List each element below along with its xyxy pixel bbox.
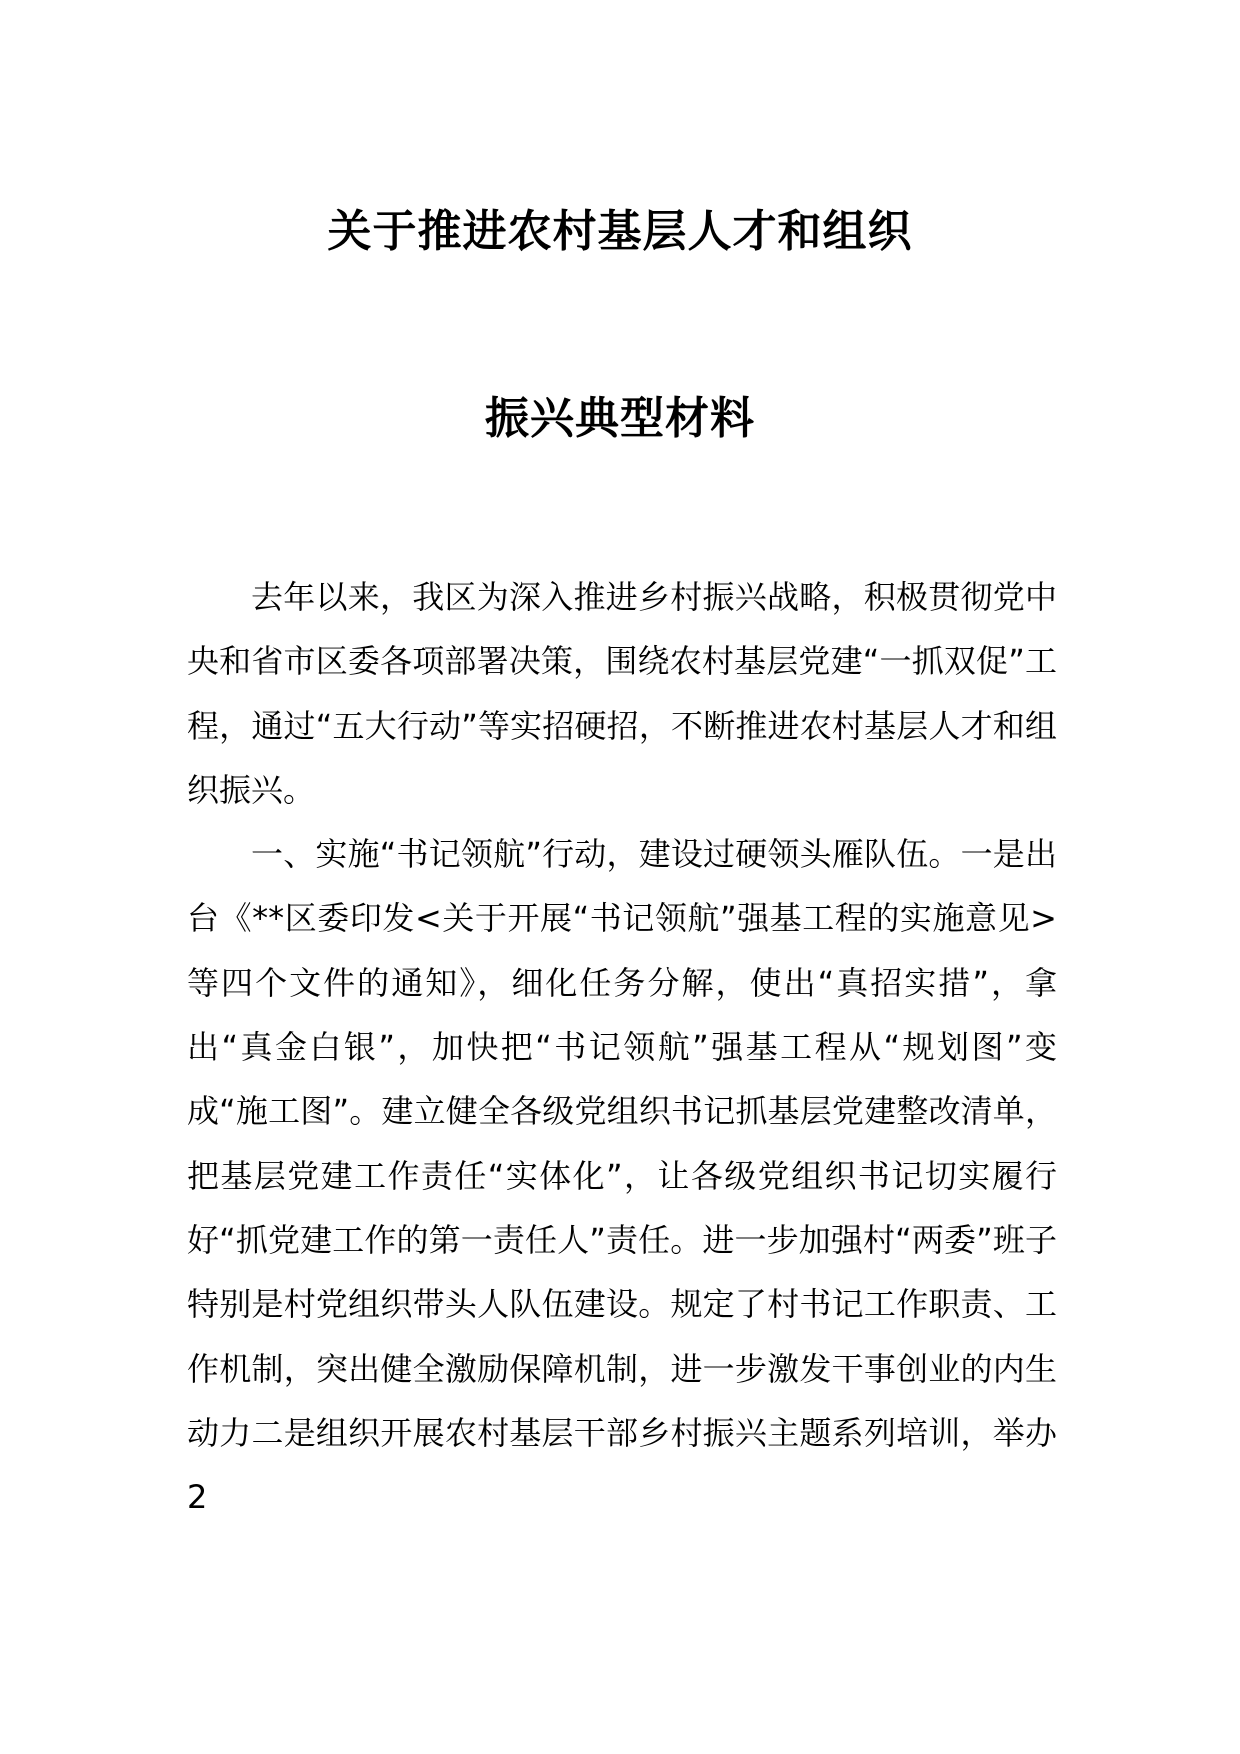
document-title-line-1: 关于推进农村基层人才和组织	[327, 206, 913, 257]
document-body	[187, 565, 1057, 1529]
paragraph-intro: 去年以来，我区为深入推进乡村振兴战略，积极贯彻党中央和省市区委各项部署决策，围绕农村基层党建“一抓双促”工程，通过“五大行动”等实招硬招，不断推进农村基层人才和组织振兴。	[187, 578, 1057, 809]
paragraph-section-1: 一、实施“书记领航”行动，建设过硬领头雁队伍。一是出台《**区委印发<关于开展“书记领航”强基工程的实施意见>等四个文件的通知》，细化任务分解，使出“真招实措”，拿出“真金白银”，加快把“书记领航”强基工程从“规划图”变成“施工图”。建立健全各级党组织书记抓基层党建整改清单，把基层党建工作责任“实体化”，让各级党组织书记切实履行好“抓党建工作的第一责任人”责任。进一步加强村“两委”班子特别是村党组织带头人队伍建设。规定了村书记工作职责、工作机制，突出健全激励保障机制，进一步激发干事创业的内生动力二是组织开展农村基层干部乡村振兴主题系列培训，举办 2	[187, 835, 1057, 1517]
document-title-line-2: 振兴典型材料	[485, 393, 755, 444]
